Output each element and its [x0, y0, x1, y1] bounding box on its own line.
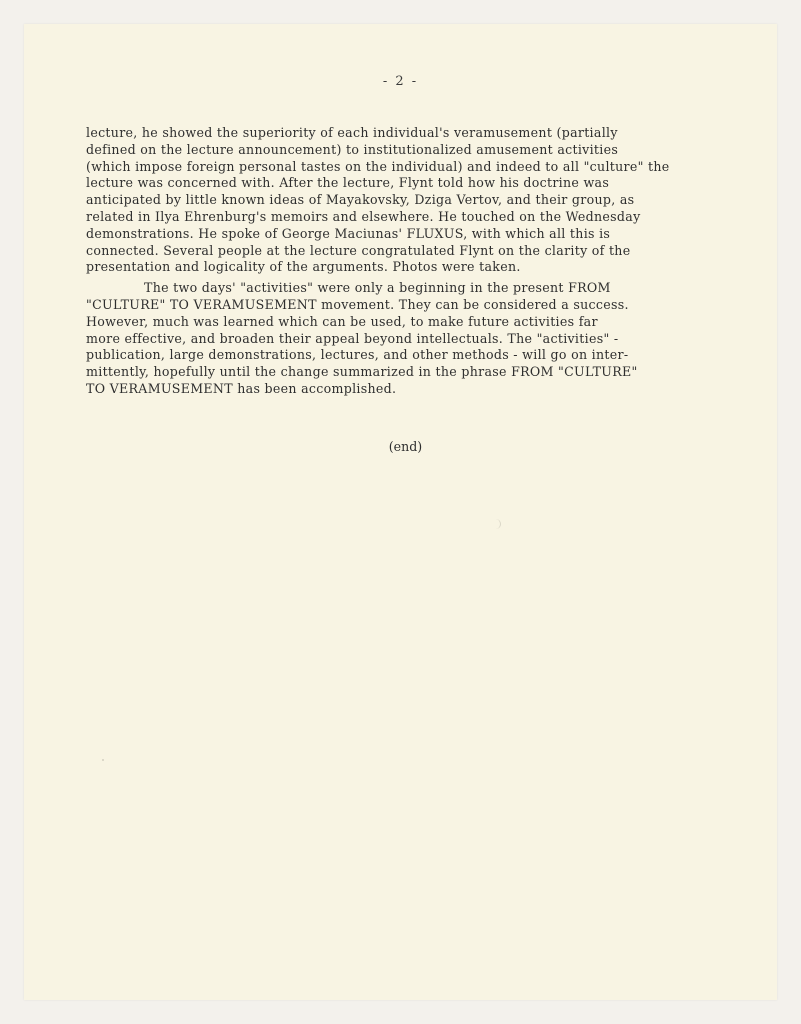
text-line: (which impose foreign personal tastes on the individual) and indeed to all "culture" the — [86, 158, 670, 174]
text-line: mittently, hopefully until the change summarized in the phrase FROM "CULTURE" — [86, 364, 638, 380]
text-line: publication, large demonstrations, lectures, and other methods - will go on inter- — [86, 347, 629, 363]
text-line: TO VERAMUSEMENT has been accomplished. — [86, 380, 397, 396]
end-mark: (end) — [388, 439, 423, 454]
text-line: anticipated by little known ideas of Mayakovsky, Dziga Vertov, and their group, as — [86, 192, 635, 208]
text-line: more effective, and broaden their appeal beyond intellectuals. The "activities" - — [86, 330, 619, 346]
text-line: demonstrations. He spoke of George Maciunas' FLUXUS, with which all this is — [86, 225, 611, 241]
paragraph-1 — [86, 125, 736, 276]
text-line: defined on the lecture announcement) to institutionalized amusement activities — [86, 141, 619, 157]
text-line: presentation and logicality of the arguments. Photos were taken. — [86, 259, 521, 275]
text-line: related in Ilya Ehrenburg's memoirs and elsewhere. He touched on the Wednesday — [86, 208, 641, 224]
document-body — [86, 125, 736, 398]
text-line: However, much was learned which can be used, to make future activities far — [86, 313, 598, 329]
text-line: "CULTURE" TO VERAMUSEMENT movement. They can be considered a success. — [86, 296, 629, 312]
paper-blemish — [496, 519, 501, 529]
text-line: lecture, he showed the superiority of each individual's veramusement (partially — [86, 125, 618, 140]
text-line: connected. Several people at the lecture congratulated Flynt on the clarity of the — [86, 242, 631, 258]
text-line: The two days' "activities" were only a beginning in the present FROM — [144, 280, 611, 296]
paper-speck — [102, 759, 104, 761]
paragraph-2 — [86, 280, 736, 398]
text-line: lecture was concerned with. After the lecture, Flynt told how his doctrine was — [86, 175, 610, 191]
page-number: - 2 - — [382, 74, 419, 89]
document-page — [24, 24, 777, 1000]
